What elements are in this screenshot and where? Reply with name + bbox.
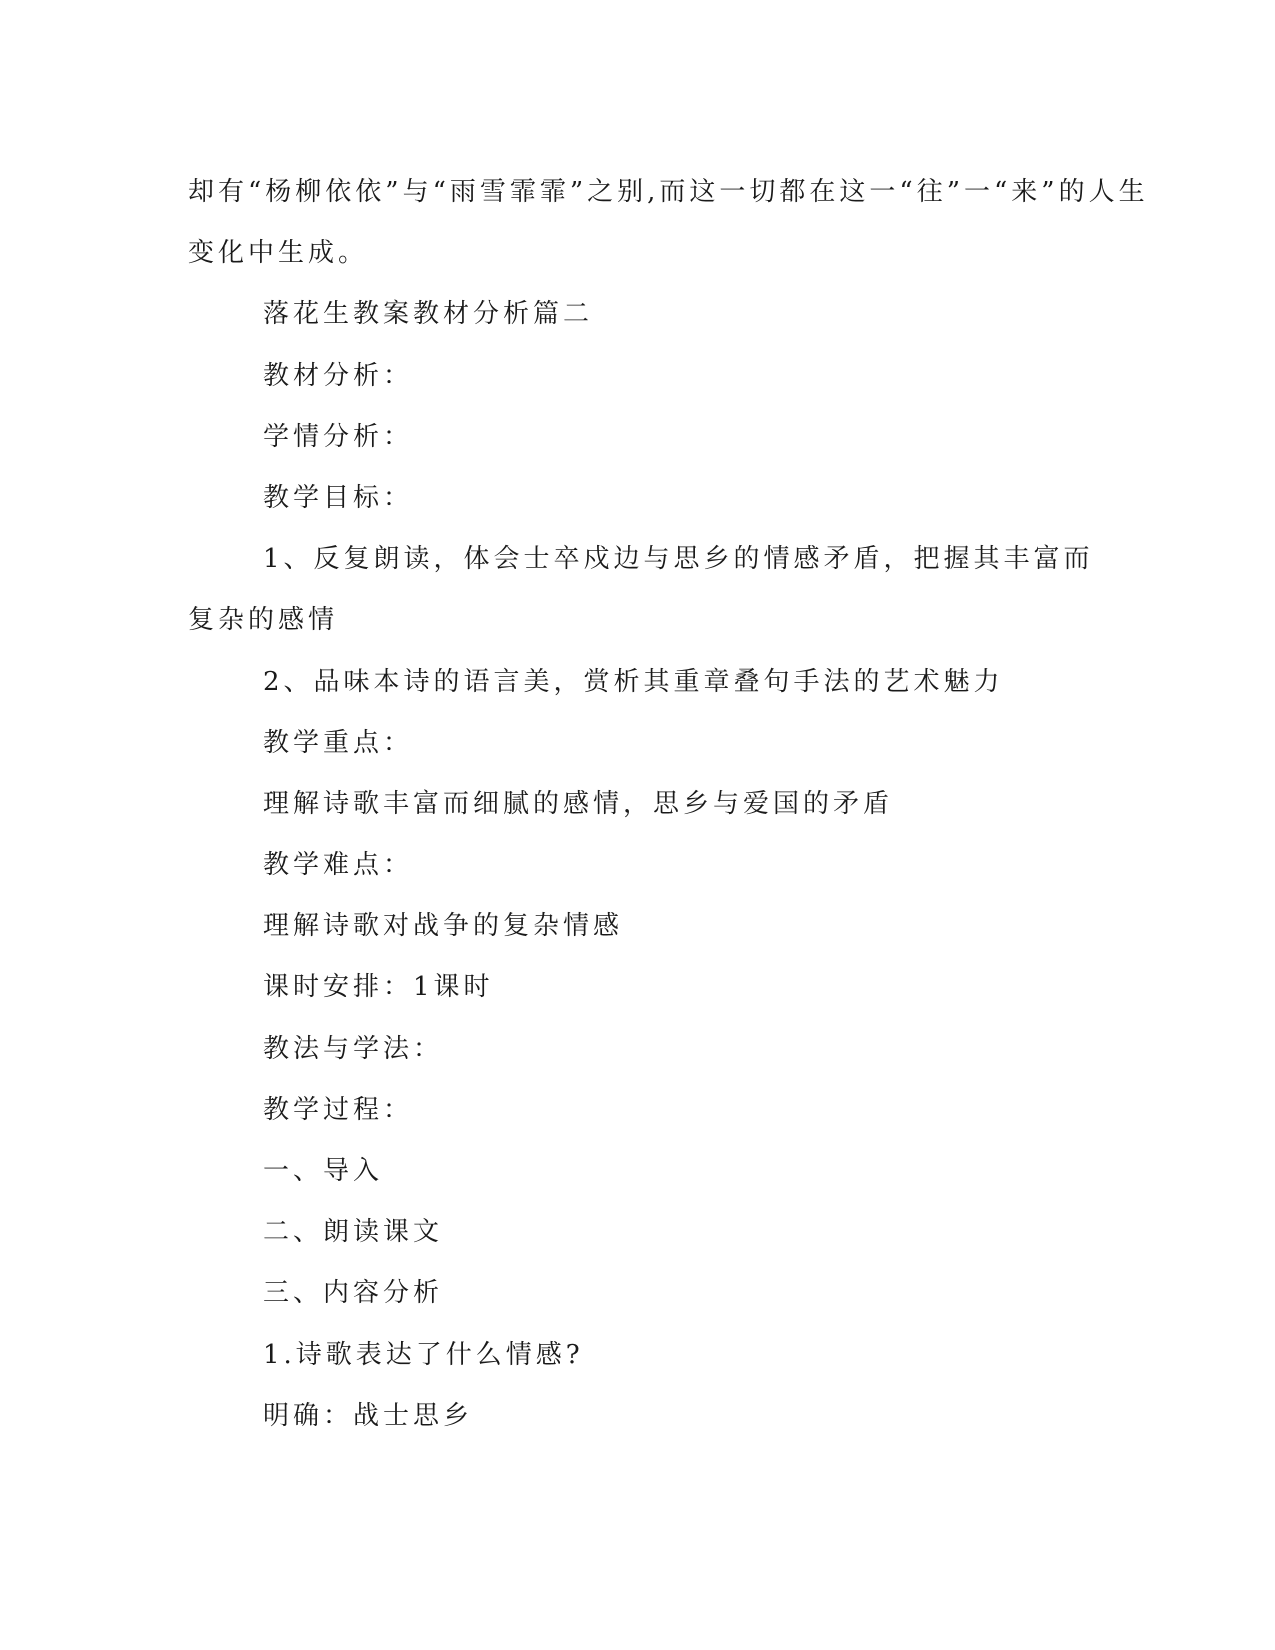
text-line: 教法与学法： <box>263 1033 444 1064</box>
text-line: 教学目标： <box>263 482 414 513</box>
document-body <box>188 162 1149 1447</box>
text-line: 1.诗歌表达了什么情感? <box>263 1339 584 1370</box>
text-line: 变化中生成。 <box>188 238 369 269</box>
text-line: 理解诗歌丰富而细腻的感情，思乡与爱国的矛盾 <box>263 788 894 819</box>
text-line: 却有“杨柳依依”与“雨雪霏霏”之别,而这一切都在这一“往”一“来”的人生 <box>188 177 1149 207</box>
text-line: 学情分析： <box>263 421 414 452</box>
text-line: 一、导入 <box>263 1156 384 1186</box>
text-line: 1、反复朗读，体会士卒戍边与思乡的情感矛盾，把握其丰富而 <box>263 544 1094 575</box>
text-line: 教学难点： <box>263 850 414 881</box>
text-line: 教材分析： <box>263 360 414 391</box>
section-heading: 落花生教案教材分析篇二 <box>263 299 594 330</box>
text-line: 2、品味本诗的语言美，赏析其重章叠句手法的艺术魅力 <box>263 666 1004 697</box>
text-line: 理解诗歌对战争的复杂情感 <box>263 911 624 942</box>
text-line: 三、内容分析 <box>263 1278 444 1309</box>
text-line: 二、朗读课文 <box>263 1217 444 1248</box>
text-line: 课时安排：1课时 <box>263 972 494 1003</box>
text-line: 教学重点： <box>263 727 414 758</box>
text-line: 教学过程： <box>263 1094 414 1125</box>
text-line: 复杂的感情 <box>188 605 339 636</box>
text-line: 明确：战士思乡 <box>263 1400 474 1431</box>
